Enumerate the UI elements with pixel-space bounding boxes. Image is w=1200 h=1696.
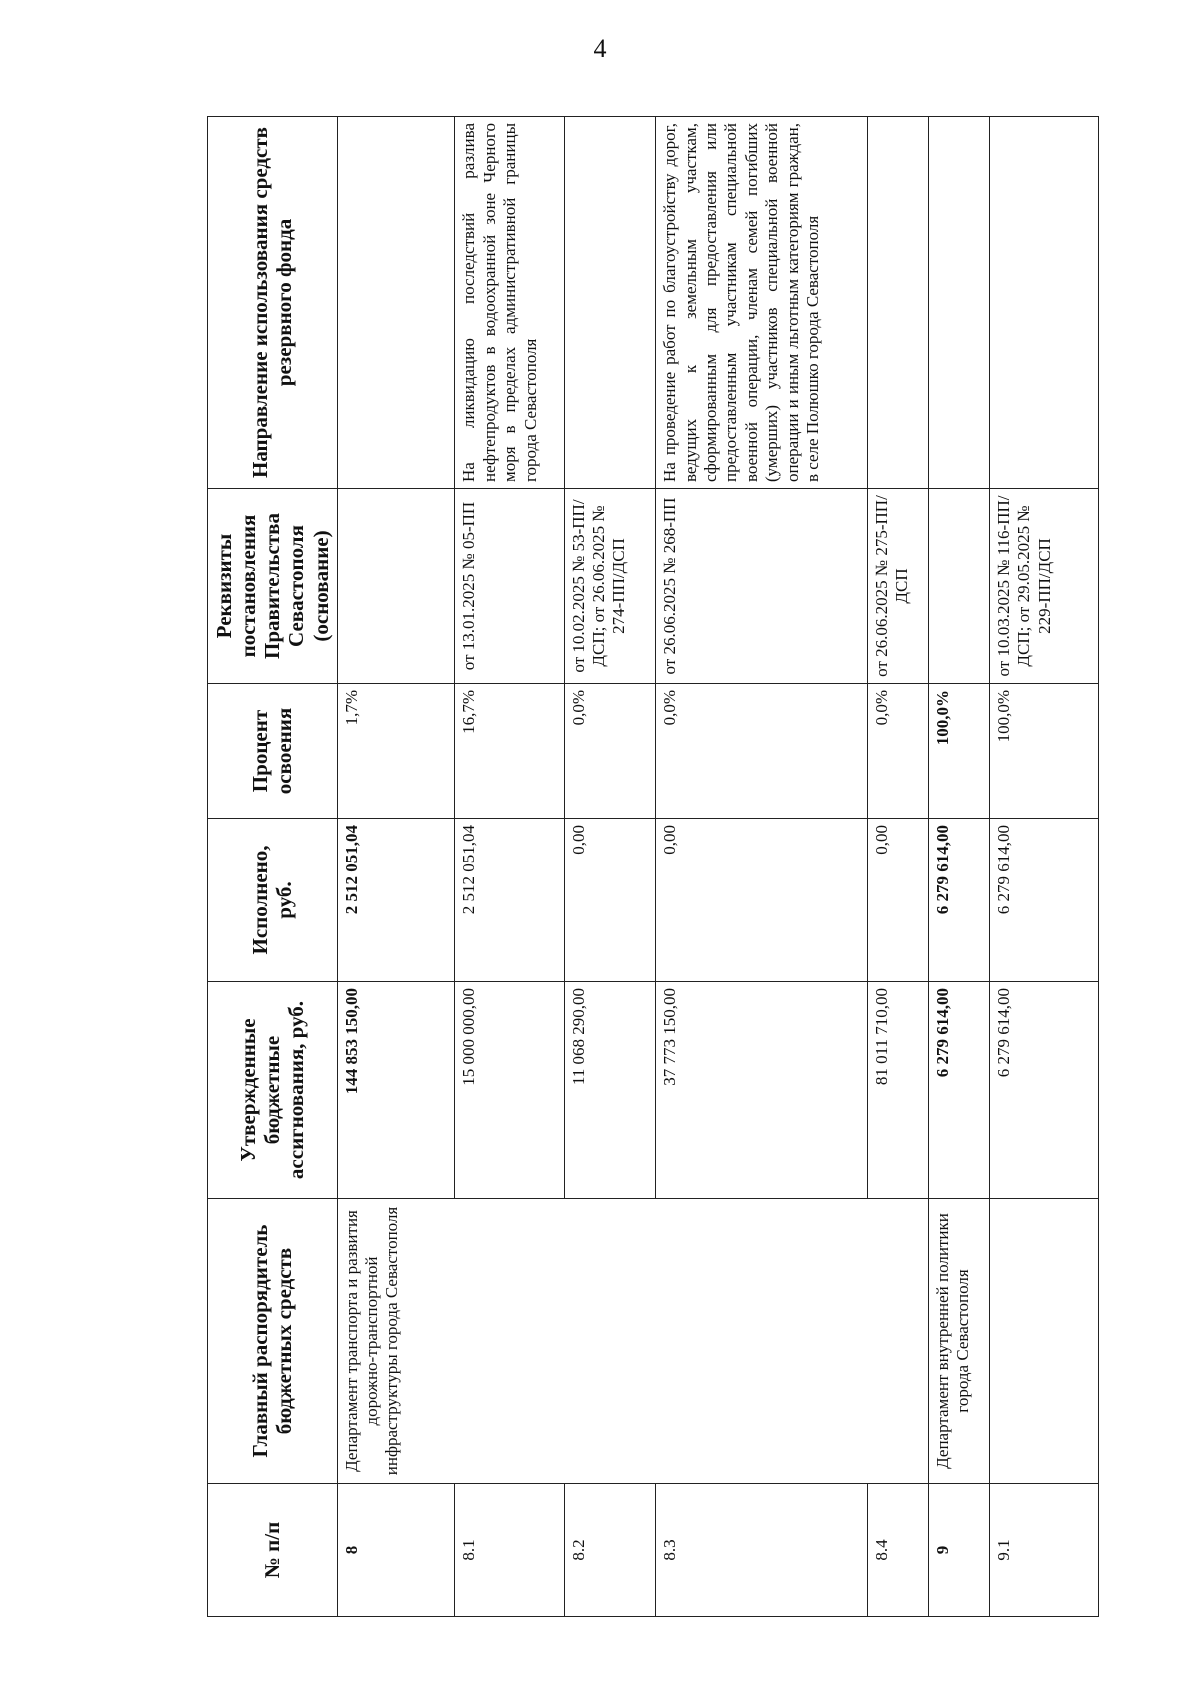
cell-manager [989,1199,1098,1484]
cell-direction [337,117,455,489]
cell-executed: 0,00 [656,819,868,982]
rotated-table-container [207,117,1099,1617]
cell-approved: 6 279 614,00 [928,982,989,1199]
cell-direction: На проведение работ по благоустройству дорог, ведущих к земельным участкам, сформированным для предоставления или предоставленным участникам специальной военной операции, членам семей погибших (умерших) участников специальной военной операции и иным льготным категориям граждан, в селе Полюшко города Севастополя [656,117,868,489]
cell-percent: 100,0% [928,684,989,819]
cell-details: от 26.06.2025 № 268-ПП [656,489,868,684]
cell-executed: 2 512 051,04 [455,819,564,982]
cell-details: от 10.02.2025 № 53-ПП/ДСП; от 26.06.2025 № 274-ПП/ДСП [564,489,656,684]
cell-percent: 1,7% [337,684,455,819]
cell-executed: 0,00 [564,819,656,982]
cell-percent: 0,0% [564,684,656,819]
cell-approved: 6 279 614,00 [989,982,1098,1199]
cell-direction [564,117,656,489]
cell-manager: Департамент внутренней политики города Севастополя [928,1199,989,1484]
cell-num: 8.1 [455,1484,564,1617]
cell-executed: 6 279 614,00 [989,819,1098,982]
cell-percent: 0,0% [867,684,928,819]
cell-details [337,489,455,684]
cell-approved: 11 068 290,00 [564,982,656,1199]
cell-details: от 13.01.2025 № 05-ПП [455,489,564,684]
table-row [337,117,455,1617]
cell-details [928,489,989,684]
cell-executed: 6 279 614,00 [928,819,989,982]
table-header-row [208,117,338,1617]
cell-num: 8.2 [564,1484,656,1617]
cell-approved: 144 853 150,00 [337,982,455,1199]
cell-details: от 10.03.2025 № 116-ПП/ДСП; от 29.05.2025 № 229-ПП/ДСП [989,489,1098,684]
table-row [928,117,989,1617]
table-row [989,117,1098,1617]
cell-approved: 81 011 710,00 [867,982,928,1199]
cell-num: 8 [337,1484,455,1617]
header-direction: Направление использования средств резервного фонда [208,117,338,489]
cell-details: от 26.06.2025 № 275-ПП/ДСП [867,489,928,684]
cell-num: 8.3 [656,1484,868,1617]
cell-direction [928,117,989,489]
header-num: № п/п [208,1484,338,1617]
cell-executed: 0,00 [867,819,928,982]
cell-num: 9 [928,1484,989,1617]
header-manager: Главный распорядитель бюджетных средств [208,1199,338,1484]
page-number: 4 [593,34,607,63]
cell-num: 9.1 [989,1484,1098,1617]
cell-approved: 15 000 000,00 [455,982,564,1199]
header-details: Реквизиты постановления Правительства Севастополя (основание) [208,489,338,684]
cell-direction [989,117,1098,489]
cell-direction [867,117,928,489]
cell-num: 8.4 [867,1484,928,1617]
cell-percent: 100,0% [989,684,1098,819]
cell-approved: 37 773 150,00 [656,982,868,1199]
header-approved: Утвержденные бюджетные ассигнования, руб. [208,982,338,1199]
header-executed: Исполнено, руб. [208,819,338,982]
header-percent: Процент освоения [208,684,338,819]
cell-executed: 2 512 051,04 [337,819,455,982]
cell-percent: 0,0% [656,684,868,819]
cell-percent: 16,7% [455,684,564,819]
reserve-fund-table [207,116,1099,1617]
cell-manager: Департамент транспорта и развития дорожно-транспортной инфраструктуры города Севастополя [337,1199,928,1484]
cell-direction: На ликвидацию последствий разлива нефтепродуктов в водоохранной зоне Черного моря в пределах административной границы города Севастополя [455,117,564,489]
